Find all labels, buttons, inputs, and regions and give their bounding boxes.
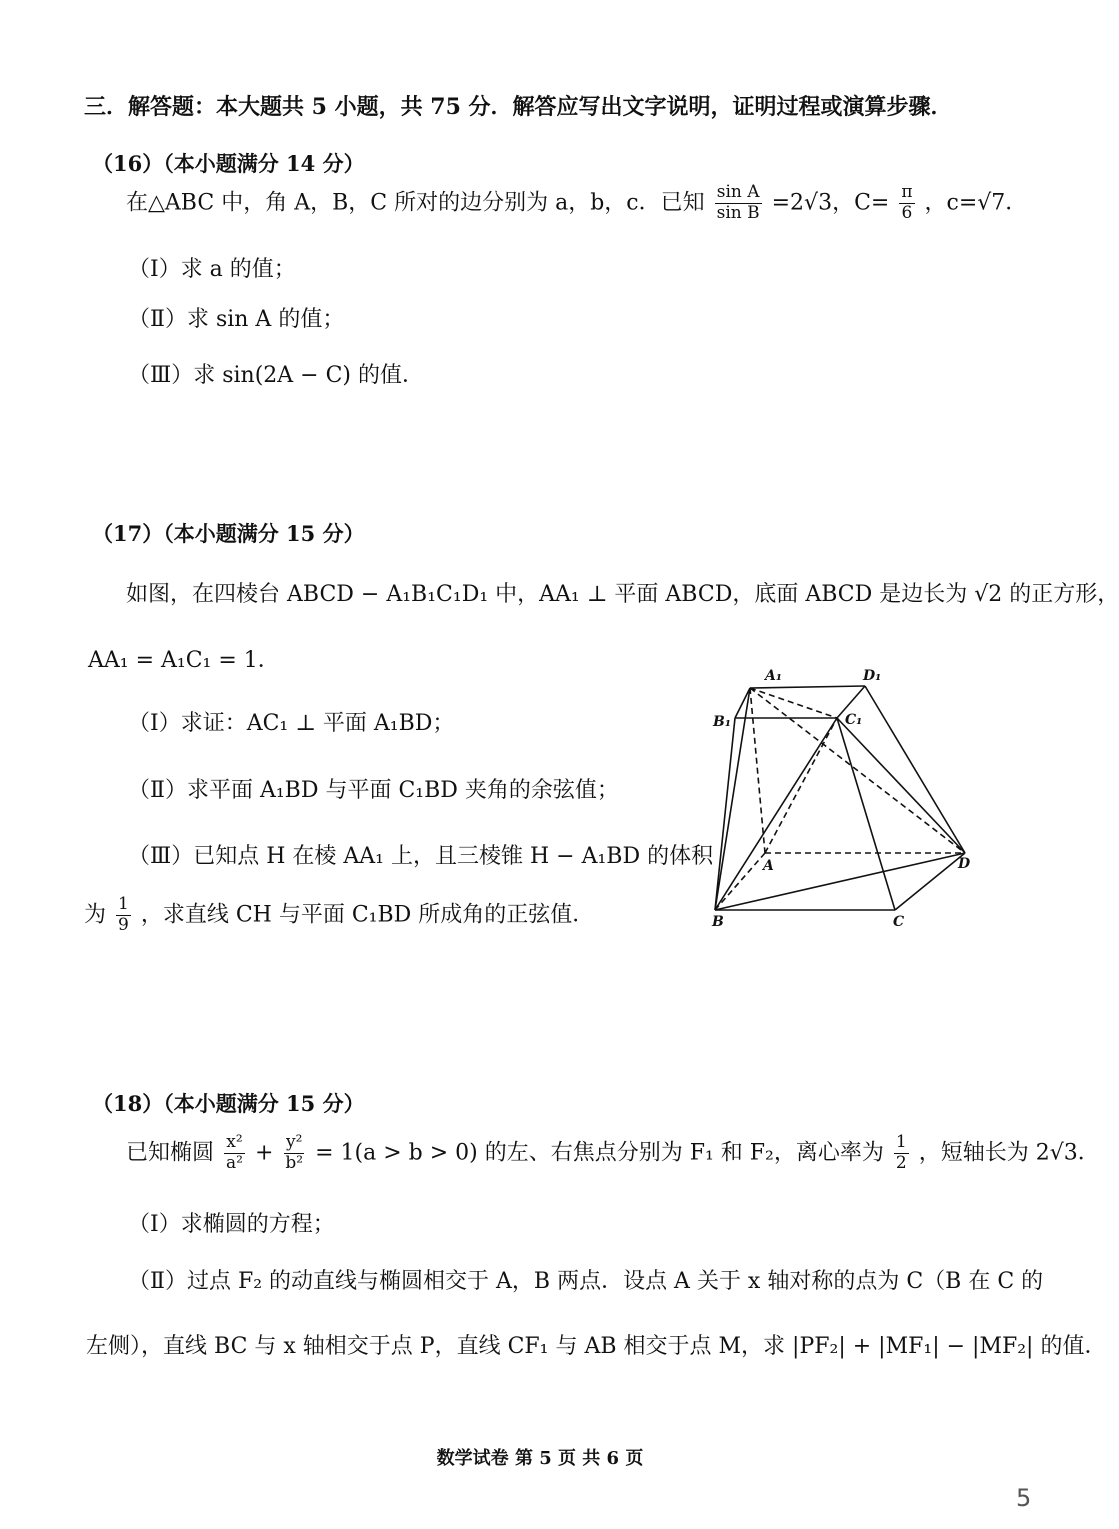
q18-part-2-line2: 左侧），直线 BC 与 x 轴相交于点 P，直线 CF₁ 与 AB 相交于点 M，求 |PF₂| + |MF₁| − |MF₂| 的值． [86, 1334, 1107, 1359]
page-footer: 数学试卷 第 5 页 共 6 页 [436, 1448, 644, 1469]
label-c: C [893, 914, 905, 930]
q18-header: （18）（本小题满分 15 分） [92, 1091, 365, 1116]
label-b1: B₁ [713, 714, 731, 730]
q17-stem-line2: AA₁ = A₁C₁ = 1． [88, 648, 280, 673]
edge-a1-c1 [750, 688, 837, 718]
q16-stem-b: =2√3，C= [771, 190, 890, 216]
edge-a-c1 [765, 718, 837, 853]
q17-p3-den: 9 [118, 914, 129, 935]
q18-stem-b: = 1(a > b > 0) 的左、右焦点分别为 F₁ 和 F₂，离心率为 [315, 1140, 884, 1166]
edge-b-d [715, 853, 965, 910]
label-d: D [958, 856, 971, 872]
edge-a1-a [750, 688, 765, 853]
label-d1: D₁ [863, 668, 882, 684]
q17-volume-fraction [116, 896, 131, 935]
q16-pi-num: π [901, 182, 913, 202]
q16-part-3: （Ⅲ）求 sin(2A − C) 的值． [128, 363, 425, 388]
q16-frac-den: sin B [716, 202, 760, 223]
q16-part-1: （Ⅰ）求 a 的值； [128, 257, 296, 282]
label-a: A [763, 858, 774, 874]
q16-stem-a: 在△ABC 中，角 A，B，C 所对的边分别为 a，b，c．已知 [126, 190, 705, 216]
q18-part-2-line1: （Ⅱ）过点 F₂ 的动直线与椭圆相交于 A，B 两点．设点 A 关于 x 轴对称的点为 C（B 在 C 的 [128, 1269, 1044, 1294]
q17-p3-post: ，求直线 CH 与平面 C₁BD 所成角的正弦值． [140, 902, 595, 928]
q18-part-1: （Ⅰ）求椭圆的方程； [128, 1212, 335, 1237]
section-title: 三．解答题：本大题共 5 小题，共 75 分．解答应写出文字说明，证明过程或演算步骤． [84, 94, 953, 120]
q18-stem-a: 已知椭圆 [126, 1140, 215, 1166]
q16-pi-fraction [899, 184, 914, 223]
q17-p3-num: 1 [118, 894, 129, 914]
label-b: B [712, 914, 724, 930]
q17-part-3: （Ⅲ）已知点 H 在棱 AA₁ 上，且三棱锥 H − A₁BD 的体积 [128, 844, 714, 869]
q18-e-den: 2 [895, 1152, 907, 1173]
edge-c1-c [837, 718, 895, 910]
q17-stem-line1: 如图，在四棱台 ABCD − A₁B₁C₁D₁ 中，AA₁ ⊥ 平面 ABCD，底面 ABCD 是边长为 √2 的正方形， [126, 582, 1119, 607]
page-number: 5 [1016, 1484, 1032, 1512]
q17-p3-pre: 为 [84, 902, 107, 928]
q18-stem [126, 1134, 1100, 1173]
q18-stem-c: ，短轴长为 2√3． [918, 1140, 1100, 1166]
q17-part-1: （Ⅰ）求证：AC₁ ⊥ 平面 A₁BD； [128, 711, 455, 736]
q16-sin-ratio-fraction [715, 184, 762, 223]
q16-stem [126, 184, 1027, 223]
edge-a1-d1 [750, 686, 865, 688]
frustum-diagram [695, 658, 995, 938]
label-a1: A₁ [765, 668, 782, 684]
q18-y-den: b² [285, 1152, 304, 1173]
q18-eccentricity-fraction [894, 1134, 909, 1173]
q16-stem-c: ，c=√7． [924, 190, 1028, 216]
q17-part-2: （Ⅱ）求平面 A₁BD 与平面 C₁BD 夹角的余弦值； [128, 778, 619, 803]
edge-c1-b [715, 718, 837, 910]
q16-frac-num: sin A [716, 182, 760, 202]
q18-y-fraction [283, 1134, 305, 1173]
q16-part-2: （Ⅱ）求 sin A 的值； [128, 307, 345, 332]
q18-plus: + [254, 1140, 274, 1166]
q17-header: （17）（本小题满分 15 分） [92, 521, 365, 546]
q18-x-num: x² [226, 1132, 243, 1152]
q17-part-3-cont [84, 896, 594, 935]
edge-c1-d [837, 718, 965, 853]
q16-header: （16）（本小题满分 14 分） [92, 151, 365, 176]
edge-d1-d [865, 686, 965, 853]
q16-pi-den: 6 [901, 202, 913, 223]
q18-x-den: a² [226, 1152, 243, 1173]
q18-x-fraction [224, 1134, 245, 1173]
edge-b1-b [715, 718, 735, 910]
label-c1: C₁ [845, 712, 863, 728]
q18-y-num: y² [286, 1132, 303, 1152]
q18-e-num: 1 [895, 1132, 907, 1152]
